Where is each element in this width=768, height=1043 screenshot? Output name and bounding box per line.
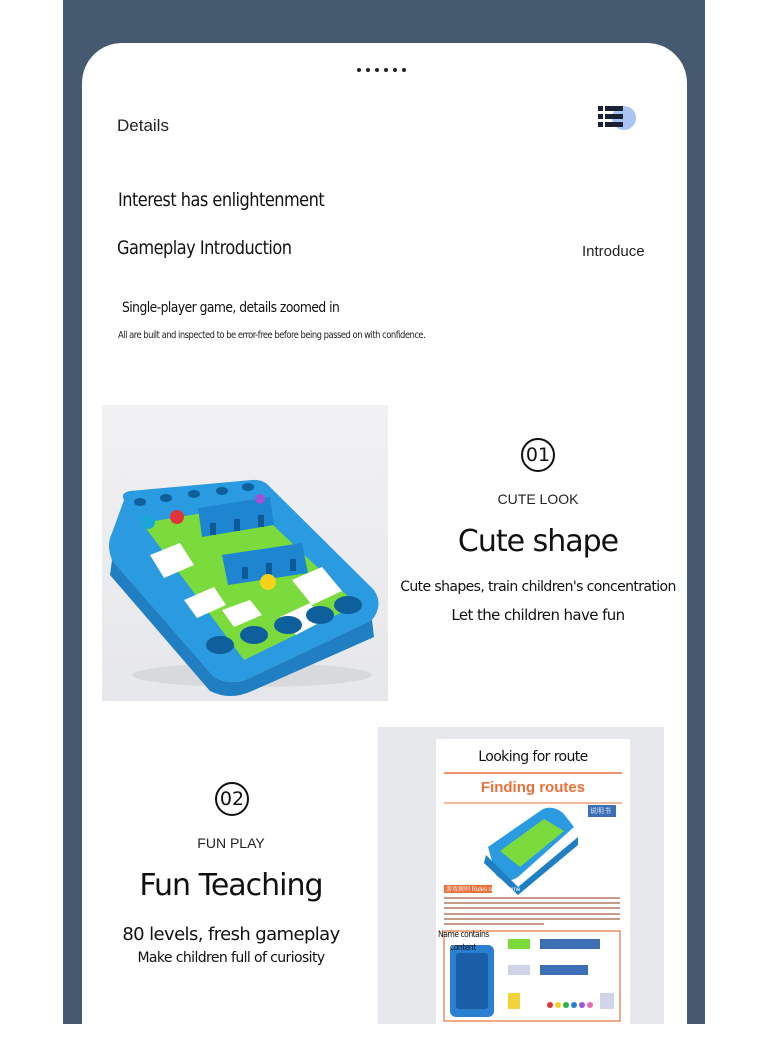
manual-name-contains: Name contains [438,930,489,940]
feature1-title: Cute shape [457,524,619,559]
feature2-desc2: Make children full of curiosity [137,950,325,966]
feature2-tag: FUN PLAY [197,835,265,851]
intro-headline: Interest has enlightenment [118,189,325,211]
manual-rules-label: 游戏规则 Rules of the game [446,887,521,893]
intro-detail: Single-player game, details zoomed in [122,300,340,316]
introduce-label: Introduce [582,243,645,260]
manual-badge: 说明书 [590,808,611,815]
manual-title: Finding routes [480,779,586,796]
manual-caption: Looking for route [478,749,588,765]
manual-content: content [450,943,476,953]
pager-dots [357,68,406,72]
list-menu-icon[interactable] [596,104,638,132]
intro-subheadline: Gameplay Introduction [117,237,292,259]
feature2-number: 02 [215,782,249,816]
feature1-desc2: Let the children have fun [451,606,625,624]
intro-note: All are built and inspected to be error-free before being passed on with confidence. [118,330,426,341]
product-photo-toy [102,405,388,701]
feature1-number: 01 [521,438,555,472]
feature2-desc1: 80 levels, fresh gameplay [122,924,340,945]
details-label: Details [117,116,169,135]
manual-photo [378,727,664,1024]
feature1-desc1: Cute shapes, train children's concentration [400,579,676,595]
feature2-title: Fun Teaching [139,868,323,903]
feature1-tag: CUTE LOOK [497,491,579,507]
